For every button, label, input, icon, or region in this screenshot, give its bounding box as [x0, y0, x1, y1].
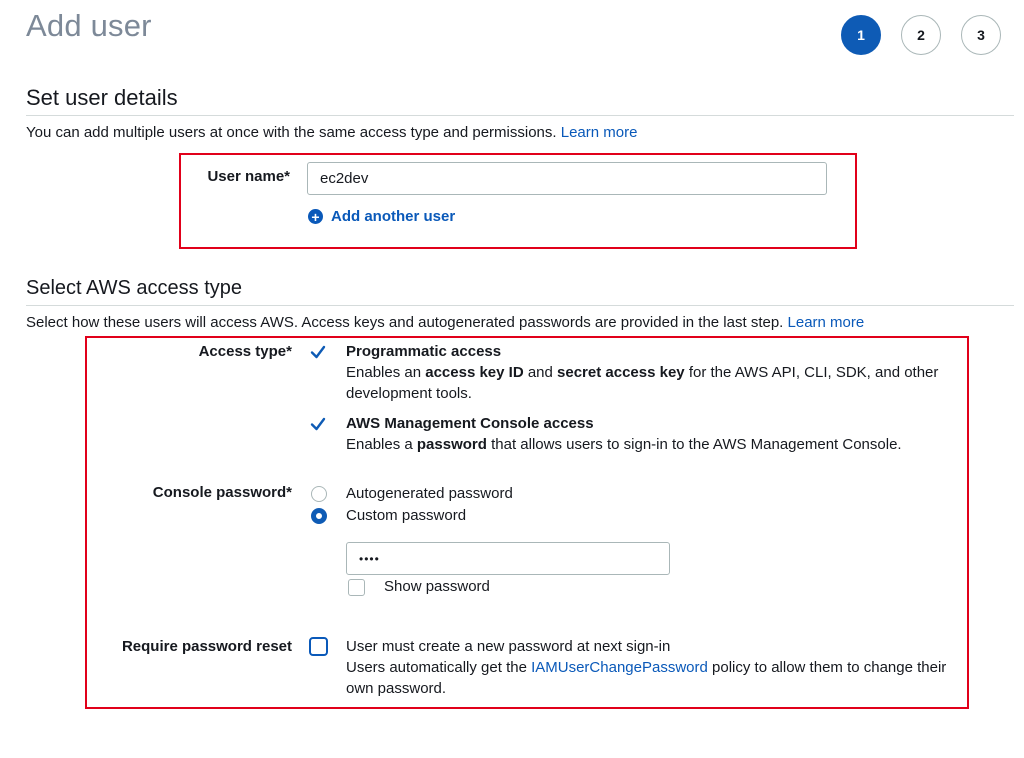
page-title: Add user	[26, 8, 152, 43]
step-3-indicator[interactable]: 3	[961, 15, 1001, 55]
custom-password-input[interactable]: ••••	[346, 542, 670, 575]
user-name-input[interactable]: ec2dev	[307, 162, 827, 195]
console-access-description: Enables a password that allows users to sign-in to the AWS Management Console.	[346, 436, 902, 453]
programmatic-access-description: Enables an access key ID and secret access key for the AWS API, CLI, SDK, and other development tools.	[346, 364, 939, 402]
check-icon	[309, 343, 327, 361]
console-access-title: AWS Management Console access	[346, 415, 594, 432]
custom-password-radio[interactable]	[311, 508, 327, 524]
user-name-label: User name*	[207, 168, 290, 185]
plus-circle-icon: +	[308, 209, 323, 224]
check-icon	[309, 415, 327, 433]
set-user-details-title: Set user details	[26, 85, 178, 110]
add-another-user-link[interactable]	[308, 208, 455, 225]
require-reset-note: Users automatically get the IAMUserChangePassword policy to allow them to change their own password.	[346, 659, 947, 697]
access-type-label: Access type*	[198, 343, 292, 360]
console-password-label: Console password*	[152, 484, 292, 501]
section-divider	[26, 305, 1014, 306]
programmatic-access-checkbox[interactable]	[309, 343, 326, 360]
learn-more-link[interactable]: Learn more	[787, 314, 865, 331]
show-password-checkbox[interactable]	[348, 579, 365, 596]
require-password-reset-checkbox[interactable]	[309, 637, 328, 656]
access-type-description: Select how these users will access AWS. Access keys and autogenerated passwords are provided in the last step. Learn more	[26, 314, 865, 331]
user-details-description: You can add multiple users at once with the same access type and permissions. Learn more	[26, 124, 638, 141]
autogenerated-password-label: Autogenerated password	[346, 485, 513, 502]
step-2-indicator[interactable]: 2	[901, 15, 941, 55]
show-password-label: Show password	[384, 578, 490, 595]
step-1-indicator[interactable]: 1	[841, 15, 881, 55]
learn-more-link[interactable]: Learn more	[560, 124, 638, 141]
console-access-checkbox[interactable]	[309, 415, 326, 432]
section-divider	[26, 115, 1014, 116]
access-type-section-title: Select AWS access type	[26, 277, 243, 299]
require-reset-text: User must create a new password at next sign-in	[346, 638, 671, 655]
custom-password-label: Custom password	[346, 507, 467, 524]
add-another-user-label: Add another user	[331, 208, 456, 225]
programmatic-access-title: Programmatic access	[346, 343, 502, 360]
autogenerated-password-radio[interactable]	[311, 486, 327, 502]
require-password-reset-label: Require password reset	[121, 638, 292, 655]
iam-user-change-password-link[interactable]: IAMUserChangePassword	[531, 659, 708, 676]
